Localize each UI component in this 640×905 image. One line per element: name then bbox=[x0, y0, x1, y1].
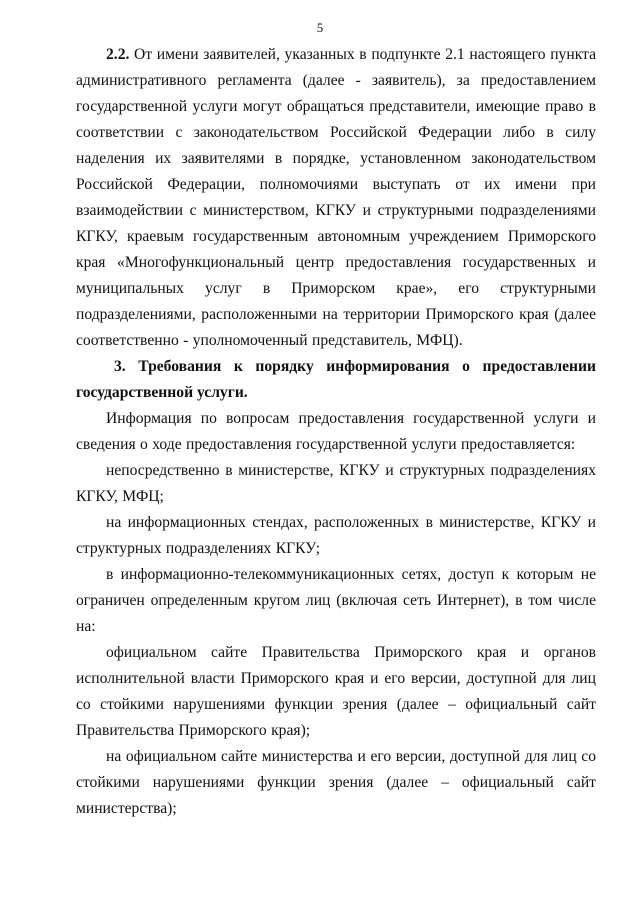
paragraph-info-ministry-site: на официальном сайте министерства и его версии, доступной для лиц со стойкими нарушениями функции зрения (далее – официальный сайт министерства); bbox=[76, 748, 596, 817]
paragraph-2-2-text: От имени заявителей, указанных в подпункте 2.1 настоящего пункта административного регламента (далее - заявитель), за предоставлением государственной услуги могут обращаться представители, имеющие право в соответствии с законодательством Российской Федерации либо в силу наделения их заявителями в порядке, установленном законодательством Российской Федерации, полномочиями выступать от их имени при взаимодействии с министерством, КГКУ и структурными подразделениями КГКУ, краевым государственным автономным учреждением Приморского края «Многофункциональный центр предоставления государственных и муниципальных услуг в Приморском крае», его структурными подразделениями, расположенными на территории Приморского края (далее соответственно - уполномоченный представитель, МФЦ). bbox=[76, 46, 596, 349]
section-3-heading: 3. Требования к порядку информирования о предоставлении государственной услуги. bbox=[76, 358, 596, 401]
paragraph-info-stands: на информационных стендах, расположенных в министерстве, КГКУ и структурных подразделениях КГКУ; bbox=[76, 514, 596, 557]
page-number: 5 bbox=[316, 20, 324, 35]
paragraph-info-direct: непосредственно в министерстве, КГКУ и структурных подразделениях КГКУ, МФЦ; bbox=[76, 462, 596, 505]
document-body bbox=[76, 42, 596, 822]
paragraph-info-gov-site: официальном сайте Правительства Приморского края и органов исполнительной власти Приморского края и его версии, доступной для лиц со стойкими нарушениями функции зрения (далее – официальный сайт Правительства Приморского края); bbox=[76, 644, 596, 739]
paragraph-info-intro: Информация по вопросам предоставления государственной услуги и сведения о ходе предоставления государственной услуги предоставляется: bbox=[76, 410, 596, 453]
paragraph-info-networks: в информационно-телекоммуникационных сетях, доступ к которым не ограничен определенным кругом лиц (включая сеть Интернет), в том числе на: bbox=[76, 566, 596, 635]
section-number-2-2: 2.2. bbox=[106, 46, 130, 63]
paragraph-2-2 bbox=[76, 42, 596, 354]
